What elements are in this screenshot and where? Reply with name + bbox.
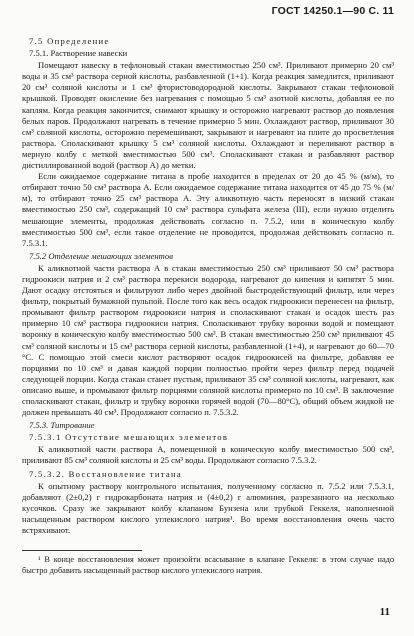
document-body xyxy=(22,22,394,576)
paragraph: К аликвотной части раствора А в стакан вместимостью 250 см³ приливают 50 см³ раствора гидроокиси натрия и 2 см³ раствора перекиси водорода, нагревают до кипения и кипятят 5 мин. Дают осадку отстояться и фильтруют либо через двойной быстродействующий фильтр, или через фильтр, покрытый бумажной пульпой. После того как весь осадок гидроокиси перенесен на фильтр, промывают фильтр раствором гидроокиси натрия и споласкивают стакан и осадок шесть раз примерно 10 см³ раствора гидроокиси натрия. Споласкивают трубку воронки водой и помещают воронку в коническую колбу вместимостью 500 см³. В стакан вместимостью 250 см³ приливают 45 см³ соляной кислоты и 15 см³ раствора серной кислоты, разбавленной (1+4), и нагревают до 60—70 °С. С помощью этой смеси кислот растворяют осадок гидроокисей на фильтре, добавляя ее порциями по 10 см³ и давая каждой порции полностью пройти через фильтр перед подачей следующей порции. Когда стакан станет пустым, приливают 35 см³ соляной кислоты, нагревают, как описано выше, и промывают фильтр порциями соляной кислоты примерно по 10 см³. В заключение споласкивают стакан, фильтр и трубку воронки горячей водой (70—80°С), общий объем жидкой не должен превышать 40 см³. Продолжают согласно п. 7.5.3.2. xyxy=(22,262,394,418)
paragraph: Помещают навеску в тефлоновый стакан вместимостью 250 см³. Приливают примерно 20 см³ воды и 35 см³ раствора серной кислоты, разбавленной (1+1). Когда реакция замедлится, приливают 20 см³ соляной кислоты и 1 см³ фтористоводородной кислоты. Закрывают стакан тефлоновой крышкой. Проводят окисление без нагревания с помощью 5 см³ азотной кислоты, добавляя ее по каплям. Когда реакция закончится, снимают крышку и осторожно нагревают раствор до появления белых паров. Продолжают нагревать в течение примерно 5 мин. Охлаждают раствор, приливают 30 см³ соляной кислоты, осторожно перемешивают, закрывают и нагревают на плите до просветления раствора. Споласкивают крышку 5 см³ соляной кислоты. Охлаждают и переливают раствор в мерную колбу с меткой вместимостью 500 см³. Споласкивают стакан и разбавляют раствор дистиллированной водой (раствор А) до метки. xyxy=(22,60,394,171)
footnote-rule xyxy=(22,550,142,551)
paragraph: К опытному раствору контрольного испытания, полученному согласно п. 7.5.2 или 7.5.3.1, добавляют (2±0,2) г гидрокарбоната натрия и (4±0,2) г алюминия, разрезанного на несколько кусочков. Сразу же закрывают колбу клапаном Бунзена или трубкой Геккеля, наполненной насыщенным раствором кислого углекислого натрия¹. Во время восстановления очень часто встряхивают. xyxy=(22,480,394,536)
running-header: ГОСТ 14250.1—90 С. 11 xyxy=(271,5,394,17)
footnote: ¹ В конце восстановления может произойти всасывание в клапане Геккеля: в этом случае надо быстро добавить насыщенный раствор кислого углекислого натрия. xyxy=(22,555,394,575)
page-number: 11 xyxy=(379,606,390,618)
section-heading: 7.5.3.1 Отсутствие мешающих элементов xyxy=(29,432,229,443)
section-heading: 7.5.3.2. Восстановление титана xyxy=(29,468,183,479)
section-heading: 7.5.1. Растворение навески xyxy=(29,48,128,59)
section-heading: 7.5.3. Титрование xyxy=(29,420,95,431)
section-heading: 7.5 Определение xyxy=(29,36,110,46)
paragraph: К аликвотной части раствора А, помещенной в коническую колбу вместимостью 500 см³, приливают 85 см³ соляной кислоты и 25 см³ воды. Продолжают согласно 7.5.3.2. xyxy=(22,444,394,466)
paragraph: Если ожидаемое содержание титана в пробе находится в пределах от 20 до 45 % (м/м), то отбирают точно 50 см³ раствора А. Если ожидаемое содержание титана находится от 45 до 75 % (м/м), то отбирают точно 25 см³ раствора А. Эту аликвотную часть переносят в низкий стакан вместимостью 250 см³, содержащий 10 см³ раствора сульфата железа (III), если нужно отделить мешающие элементы, продолжая действовать согласно п. 7.5.2, или в коническую колбу вместимостью 500 см³, если такое отделение не проводится, продолжая действовать согласно п. 7.5.3.1. xyxy=(22,171,394,248)
section-heading: 7.5.2 Отделение мешающих элементов xyxy=(29,250,173,261)
